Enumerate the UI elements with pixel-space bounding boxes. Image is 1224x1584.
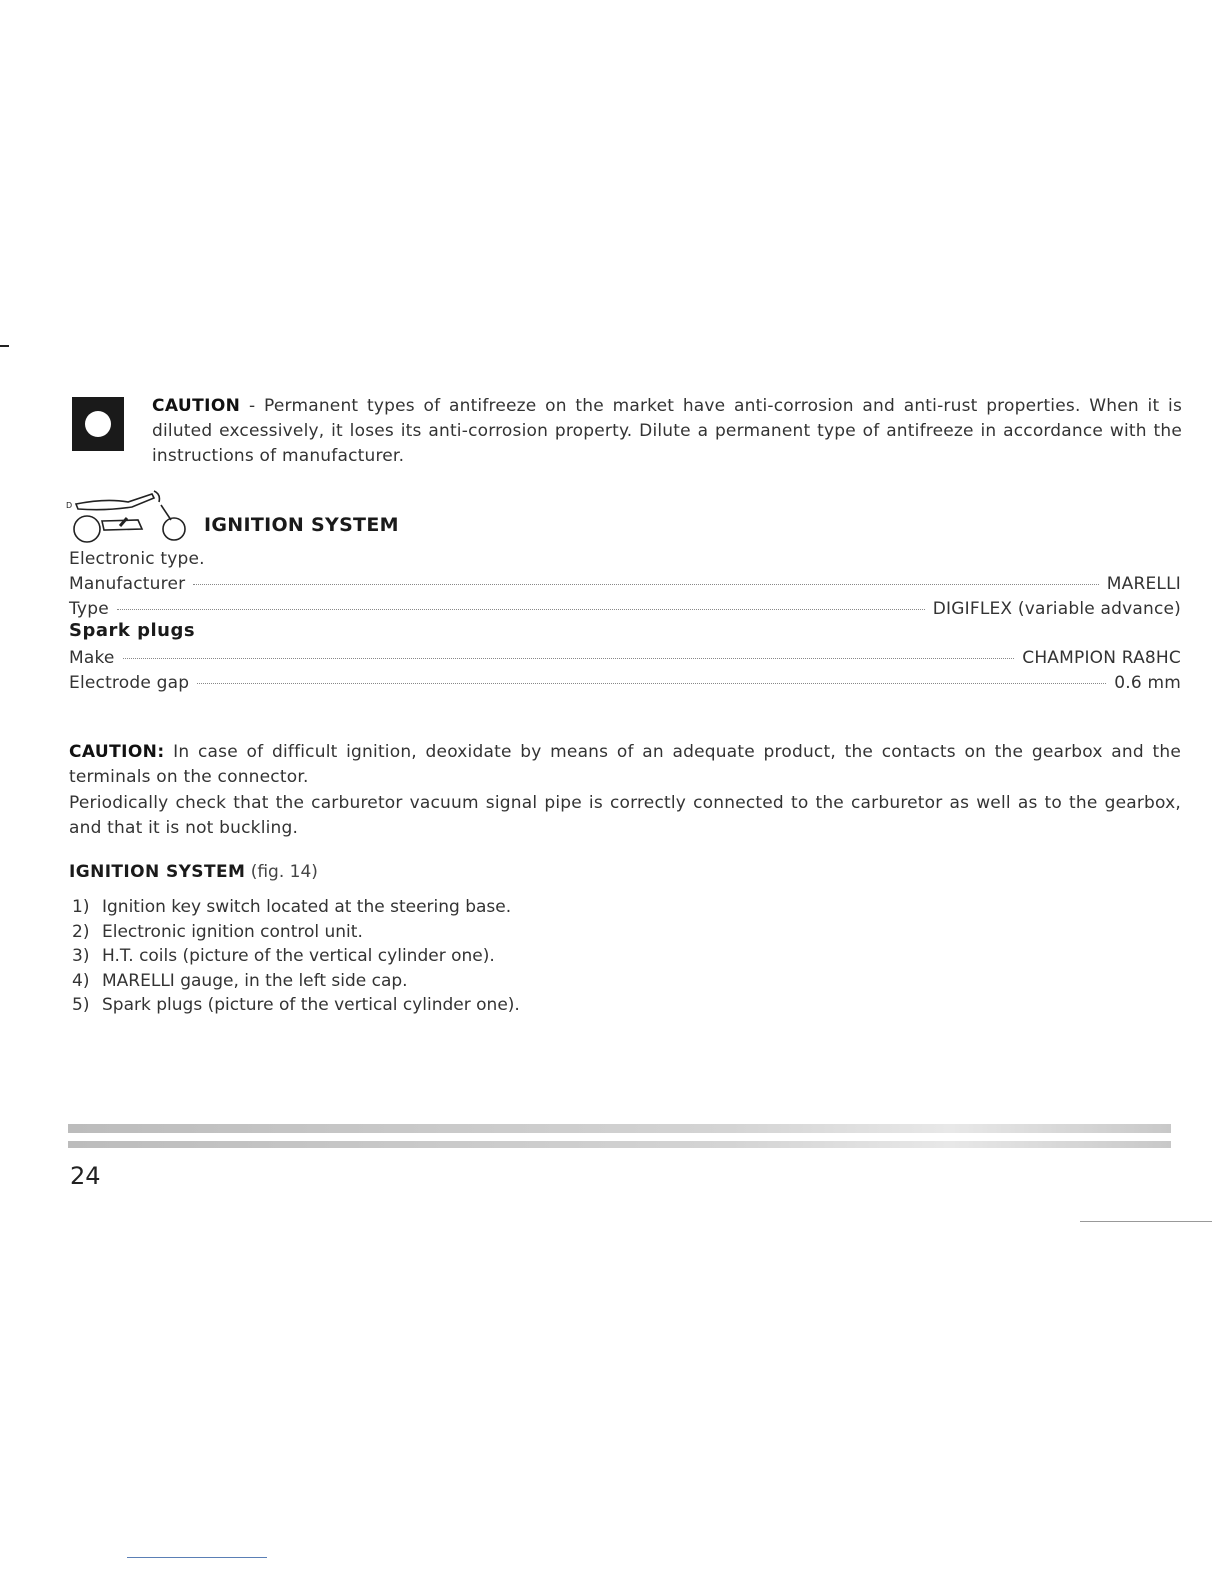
caution-paragraph: CAUTION - Permanent types of antifreeze on the market have anti-corrosion and anti-rust properties. When it is diluted excessively, it loses its anti-corrosion property. Dilute a permanent type of antifreeze in accordance with the instructions of manufacturer. [152, 396, 1183, 466]
caution-ignition-paragraph: CAUTION: In case of difficult ignition, deoxidate by means of an adequate product, the contacts on the gearbox and the terminals on the connector. [69, 742, 1181, 787]
type-row: Type DIGIFLEX (variable advance) [69, 599, 1181, 619]
ignition-parts-list [72, 895, 520, 1018]
list-item: 4) MARELLI gauge, in the left side cap. [72, 970, 408, 991]
vacuum-pipe-paragraph: Periodically check that the carburetor vacuum signal pipe is correctly connected to the carburetor as well as to the gearbox, and that it is not buckling. [69, 793, 1181, 838]
footer-rule [68, 1141, 1171, 1148]
electrode-gap-row: Electrode gap 0.6 mm [69, 673, 1181, 693]
margin-mark [0, 345, 9, 347]
svg-text:D: D [66, 501, 73, 510]
electronic-type: Electronic type. [69, 549, 205, 569]
spark-plugs-heading: Spark plugs [69, 620, 196, 641]
make-row: Make CHAMPION RA8HC [69, 648, 1181, 668]
divider [127, 1557, 267, 1558]
page-number: 24 [70, 1162, 101, 1190]
caution-label: CAUTION [152, 396, 241, 416]
list-item: 3) H.T. coils (picture of the vertical cylinder one). [72, 946, 495, 966]
list-item: 1) Ignition key switch located at the steering base. [72, 897, 512, 917]
ignition-system-figure-heading: IGNITION SYSTEM (fig. 14) [69, 862, 318, 882]
footer-rule [68, 1124, 1171, 1133]
ignition-heading: IGNITION SYSTEM [204, 514, 399, 536]
divider [1080, 1221, 1212, 1222]
list-item: 2) Electronic ignition control unit. [72, 921, 363, 942]
manufacturer-row: Manufacturer MARELLI [69, 574, 1181, 594]
caution-label-2: CAUTION: [69, 742, 165, 762]
caution-icon [72, 397, 124, 451]
caution-text: Permanent types of antifreeze on the market have anti-corrosion and anti-rust properties. When it is diluted excessively, it loses its anti-corrosion property. Dilute a permanent type of antifreeze in accordance with the instructions of manufacturer. [152, 396, 1183, 466]
motorcycle-icon [66, 485, 192, 543]
list-item: 5) Spark plugs (picture of the vertical cylinder one). [72, 995, 520, 1015]
